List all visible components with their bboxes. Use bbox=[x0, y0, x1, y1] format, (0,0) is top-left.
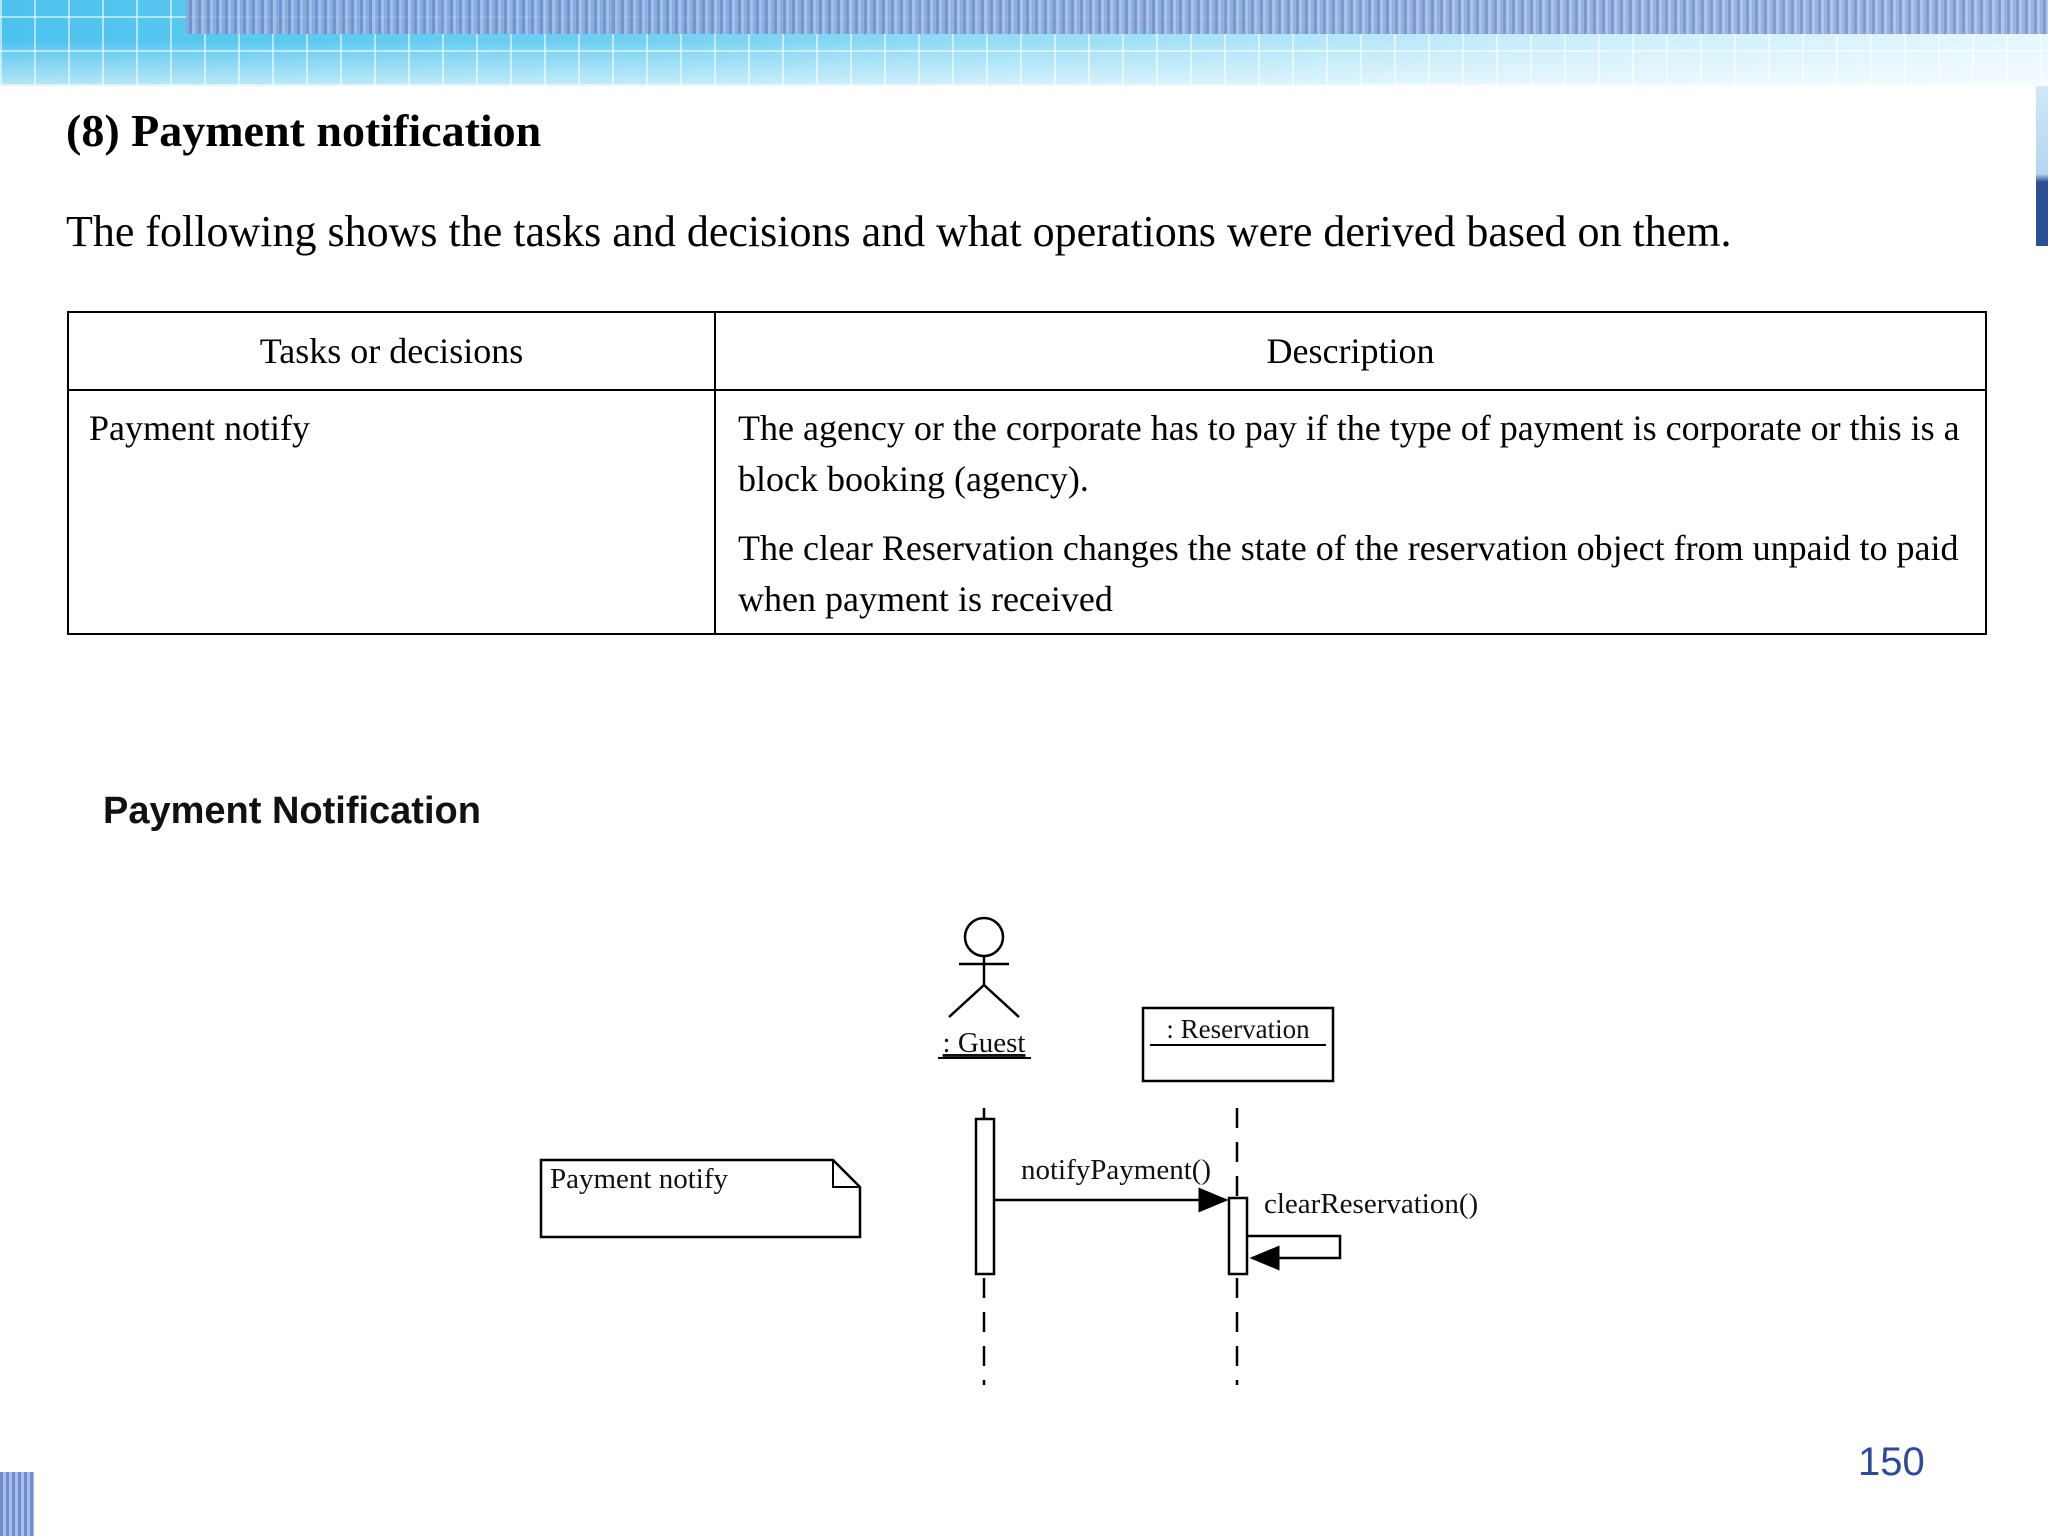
actor-figure bbox=[949, 918, 1019, 1017]
task-cell: Payment notify bbox=[68, 390, 715, 634]
column-header-description: Description bbox=[715, 312, 1986, 390]
diagram-title: Payment Notification bbox=[103, 790, 481, 832]
page-number: 150 bbox=[1858, 1442, 1925, 1480]
note-box bbox=[541, 1160, 860, 1237]
page-heading: (8) Payment notification bbox=[66, 105, 542, 156]
object-label: : Reservation bbox=[1166, 1014, 1310, 1044]
column-header-tasks: Tasks or decisions bbox=[68, 312, 715, 390]
actor-label: : Guest bbox=[942, 1027, 1026, 1059]
guest-activation bbox=[976, 1119, 994, 1274]
clear-reservation-label: clearReservation() bbox=[1264, 1188, 1479, 1220]
description-paragraph: The agency or the corporate has to pay if the type of payment is corporate or this is a block booking (agency). bbox=[738, 408, 1960, 499]
description-paragraph: The clear Reservation changes the state of the reservation object from unpaid to paid when payment is received bbox=[738, 528, 1959, 619]
reservation-activation bbox=[1229, 1198, 1247, 1274]
intro-text: The following shows the tasks and decisions and what operations were derived based on them. bbox=[66, 207, 1732, 256]
clear-reservation-arrow bbox=[1247, 1236, 1340, 1258]
notify-payment-label: notifyPayment() bbox=[1021, 1154, 1212, 1186]
note-label: Payment notify bbox=[550, 1163, 729, 1195]
object-box bbox=[1143, 1008, 1333, 1081]
